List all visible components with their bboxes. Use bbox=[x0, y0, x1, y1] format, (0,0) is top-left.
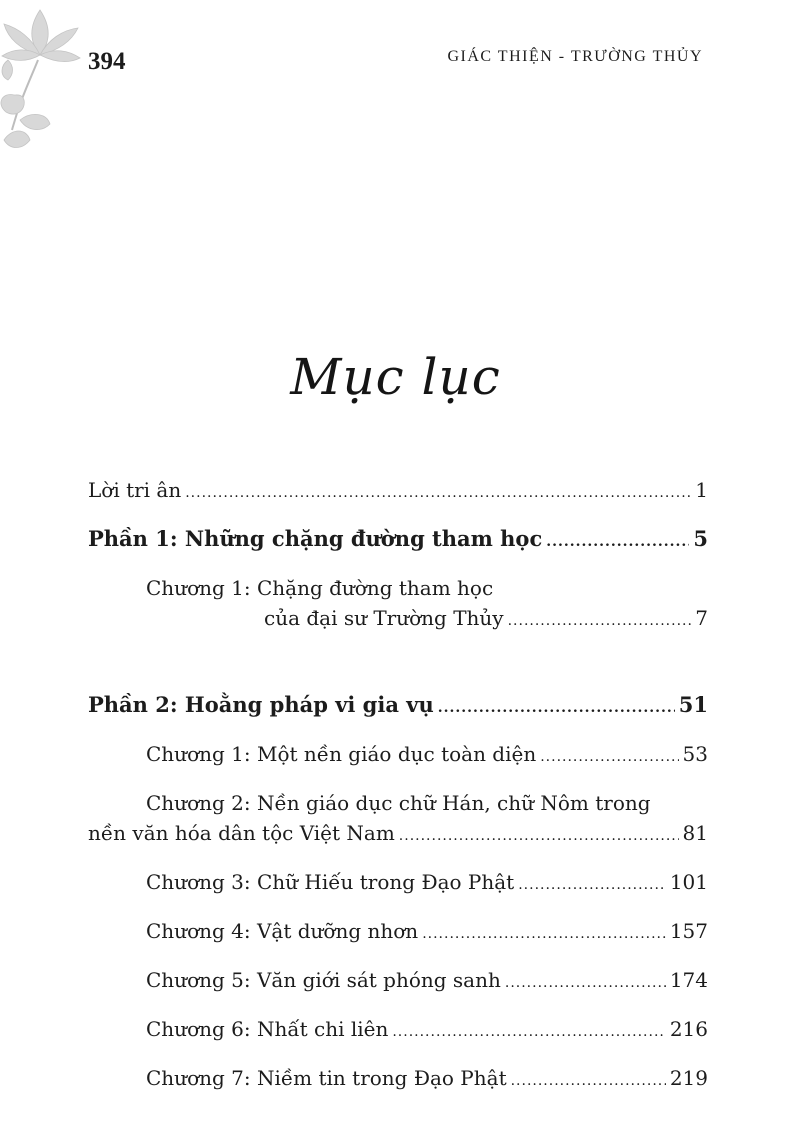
toc-entry-title: Chương 1: Chặng đường tham học bbox=[146, 576, 494, 600]
toc-entry-part2-ch2-line1: Chương 2: Nền giáo dục chữ Hán, chữ Nôm trong bbox=[146, 791, 651, 815]
toc-entry-part2-ch1 bbox=[88, 742, 708, 769]
toc-entry-page: 7 bbox=[695, 606, 708, 630]
toc-entry-part2-ch3 bbox=[88, 870, 708, 897]
toc-entry-page: 174 bbox=[669, 968, 708, 992]
toc-entry-part2-ch2-line2 bbox=[88, 821, 708, 848]
toc-entry-title: Chương 5: Văn giới sát phóng sanh bbox=[146, 968, 501, 992]
toc-part-2 bbox=[88, 693, 708, 720]
toc-entry-page: 216 bbox=[669, 1017, 708, 1041]
toc-part-page: 51 bbox=[678, 692, 708, 717]
toc-entry-page: 53 bbox=[682, 742, 708, 766]
toc-part-title: Phần 1: Những chặng đường tham học bbox=[88, 526, 543, 551]
running-header: GIÁC THIỆN - TRƯỜNG THỦY bbox=[447, 48, 703, 65]
toc-entry-title: Chương 1: Một nền giáo dục toàn diện bbox=[146, 742, 537, 766]
toc-entry-part2-ch6 bbox=[88, 1017, 708, 1044]
toc-entry-title: Chương 4: Vật dưỡng nhơn bbox=[146, 919, 419, 943]
toc-entry-intro bbox=[88, 478, 708, 505]
dot-leader bbox=[422, 922, 666, 946]
dot-leader bbox=[511, 1069, 666, 1093]
dot-leader bbox=[540, 745, 678, 769]
dot-leader bbox=[392, 1020, 665, 1044]
toc-entry-page: 219 bbox=[669, 1066, 708, 1090]
toc-entry-title: Chương 7: Niềm tin trong Đạo Phật bbox=[146, 1066, 507, 1090]
dot-leader bbox=[399, 824, 679, 848]
toc-entry-page: 1 bbox=[695, 478, 708, 502]
toc-entry-page: 157 bbox=[669, 919, 708, 943]
dot-leader bbox=[505, 971, 666, 995]
dot-leader bbox=[438, 696, 675, 720]
toc-entry-part2-ch5 bbox=[88, 968, 708, 995]
toc-entry-title: Chương 3: Chữ Hiếu trong Đạo Phật bbox=[146, 870, 515, 894]
toc-entry-part1-ch1-line2 bbox=[88, 606, 708, 633]
toc-entry-title-continued: của đại sư Trường Thủy bbox=[264, 606, 504, 630]
toc-entry-part2-ch7 bbox=[88, 1066, 708, 1093]
dot-leader bbox=[546, 530, 689, 554]
toc-entry-part2-ch4 bbox=[88, 919, 708, 946]
toc-entry-page: 101 bbox=[669, 870, 708, 894]
toc-entry-title-continued: nền văn hóa dân tộc Việt Nam bbox=[88, 821, 395, 845]
toc-part-1 bbox=[88, 527, 708, 554]
toc-entry-title: Chương 6: Nhất chi liên bbox=[146, 1017, 389, 1041]
dot-leader bbox=[185, 481, 691, 505]
toc-entry-page: 81 bbox=[682, 821, 708, 845]
toc-entry-part1-ch1-line1 bbox=[88, 576, 708, 600]
table-of-contents bbox=[88, 478, 708, 1115]
page-number: 394 bbox=[88, 48, 126, 75]
dot-leader bbox=[508, 609, 692, 633]
toc-entry-title: Lời tri ân bbox=[88, 478, 182, 502]
dot-leader bbox=[518, 873, 666, 897]
lotus-flower-ornament-icon bbox=[0, 0, 100, 160]
page-title: Mục lục bbox=[290, 348, 501, 406]
toc-part-page: 5 bbox=[693, 526, 708, 551]
toc-part-title: Phần 2: Hoằng pháp vi gia vụ bbox=[88, 692, 434, 717]
